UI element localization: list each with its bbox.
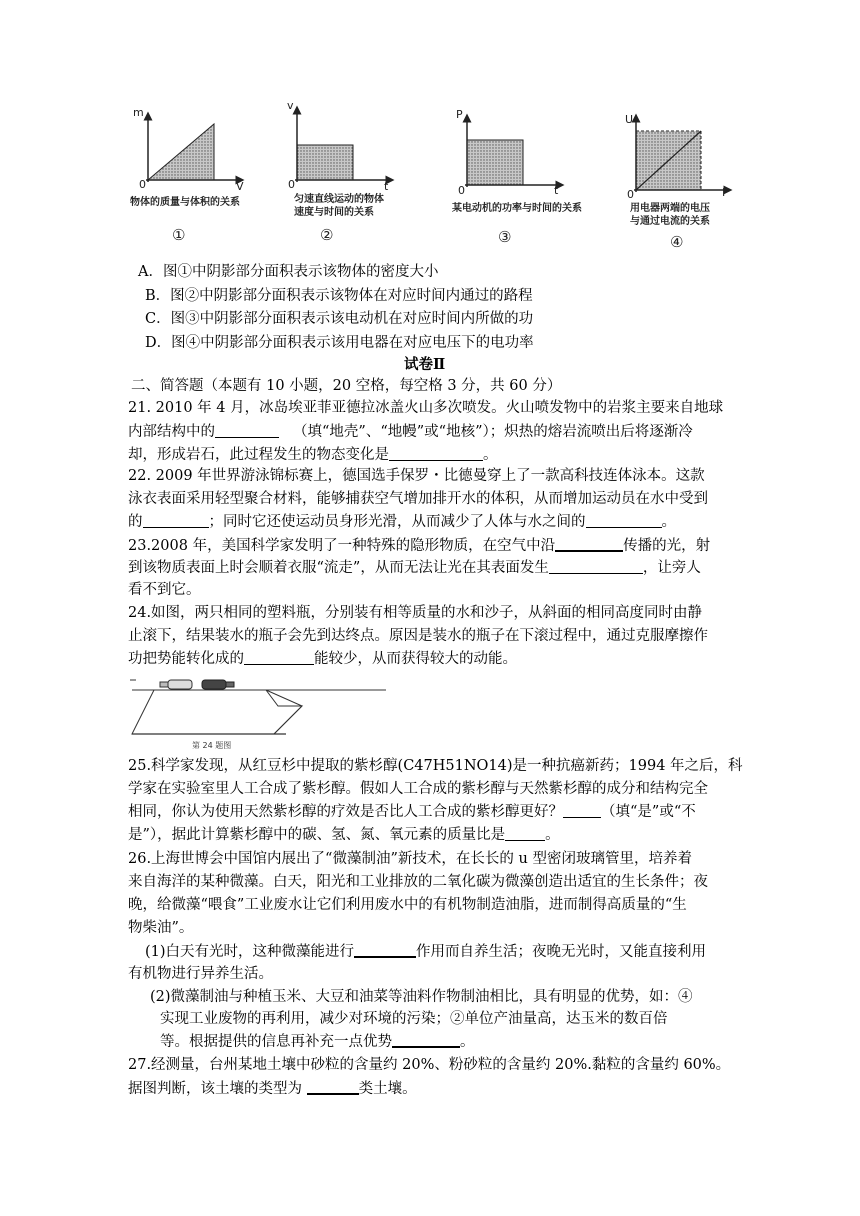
figure-2-caption-line1: 匀速直线运动的物体	[294, 194, 384, 205]
option-d: D．图④中阴影部分面积表示该用电器在对应电压下的电功率	[145, 335, 534, 351]
figure-3-origin: 0	[458, 184, 465, 197]
figure-2-x-label: t	[384, 180, 389, 193]
option-c: C．图③中阴影部分面积表示该电动机在对应时间内所做的功	[145, 311, 534, 327]
figure-4-y-label: U	[625, 113, 634, 126]
section-header: 二、简答题（本题有 10 小题，20 空格，每空格 3 分，共 60 分）	[131, 378, 562, 394]
figure-4-number: ④	[670, 233, 684, 251]
q24-incline-figure	[126, 672, 426, 752]
figures-row	[0, 0, 860, 260]
q23-line2	[128, 558, 701, 578]
figure-3-number: ③	[498, 228, 512, 246]
q25-blank-2[interactable]	[505, 825, 545, 841]
q24-text: 能较少，从而获得较大的动能。	[314, 651, 517, 667]
q24-line2: 止滚下，结果装水的瓶子会先到达终点。原因是装水的瓶子在下滚过程中，通过克服摩擦作	[128, 628, 708, 644]
figure-2-y-label: v	[287, 99, 294, 112]
q22-blank-2[interactable]	[586, 512, 662, 528]
q21-blank-1[interactable]	[215, 422, 279, 438]
figure-4-caption-line1: 用电器两端的电压	[630, 203, 710, 214]
q25-blank-1[interactable]	[563, 802, 601, 818]
q25-text: 相同，你认为使用天然紫杉醇的疗效是否比人工合成的紫杉醇更好？	[128, 804, 563, 820]
q22-text: ；同时它还使运动员身形光滑，从而减少了人体与水之间的	[208, 514, 586, 530]
figure-3-y-label: P	[456, 108, 463, 121]
q25-text: 。	[545, 827, 560, 843]
bottle-water	[160, 680, 192, 689]
q21-blank-2[interactable]	[389, 445, 483, 461]
q25-line4	[128, 825, 560, 845]
q22-blank-1[interactable]	[143, 512, 209, 528]
q27-line2	[128, 1078, 417, 1099]
q23-blank-2[interactable]	[549, 558, 643, 574]
figure-1-caption: 物体的质量与体积的关系	[130, 197, 240, 208]
q26-line2: 来自海洋的某种微藻。白天，阳光和工业排放的二氧化碳为微藻创造出适宜的生长条件；夜	[128, 874, 708, 890]
q25-line3	[128, 802, 696, 822]
q25-line1: 25.科学家发现，从红豆杉中提取的紫杉醇(C47H51NO14)是一种抗癌新药；1994 年之后，科	[128, 758, 743, 774]
q25-line2: 学家在实验室里人工合成了紫杉醇。假如人工合成的紫杉醇与天然紫杉醇的成分和结构完全	[128, 781, 708, 797]
q21-text: 。	[483, 447, 498, 463]
q21-text: 内部结构中的	[128, 424, 215, 440]
q22-text: 的	[128, 514, 143, 530]
figure-4-graph	[634, 118, 728, 192]
q26-text: (1)白天有光时，这种微藻能进行	[145, 944, 355, 960]
figure-3-x-label: t	[554, 184, 559, 197]
figure-4-caption-line2: 与通过电流的关系	[630, 216, 710, 227]
q22-line3	[128, 512, 676, 532]
q26-part2-line2: 实现工业废物的再利用，减少对环境的污染；②单位产油量高，达玉米的数百倍	[160, 1011, 668, 1027]
q22-text: 。	[661, 514, 676, 530]
figure-3-caption: 某电动机的功率与时间的关系	[452, 203, 582, 214]
q24-line3	[128, 649, 517, 669]
q25-text: 是”），据此计算紫杉醇中的碳、氢、氮、氧元素的质量比是	[128, 827, 506, 843]
q24-blank-1[interactable]	[244, 649, 314, 665]
q21-line2	[128, 422, 693, 442]
q23-line1	[128, 535, 710, 556]
figure-2-origin: 0	[288, 178, 295, 191]
q26-part1-line1	[145, 941, 706, 962]
figure-1-number: ①	[172, 226, 186, 244]
q22-line2: 泳衣表面采用轻型聚合材料，能够捕获空气增加排开水的体积，从而增加运动员在水中受到	[128, 491, 708, 507]
figure-1-x-label: V	[236, 180, 244, 193]
q21-text: （填“地壳”、“地幔”或“地核”）；炽热的熔岩流喷出后将逐渐冷	[293, 424, 693, 440]
q26-line4: 物柴油”。	[128, 920, 194, 936]
q26-text: 。	[460, 1034, 475, 1050]
figure-2-graph	[295, 110, 390, 182]
section-title: 试卷Ⅱ	[404, 356, 446, 373]
q26-line3: 晚，给微藻“喂食”工业废水让它们利用废水中的有机物制造油脂，进而制得高质量的“生	[128, 897, 687, 913]
q25-text: （填“是”或“不	[601, 804, 696, 820]
q23-line3: 看不到它。	[128, 582, 201, 598]
q23-text: 传播的光，射	[623, 538, 711, 554]
q21-line3	[128, 445, 498, 465]
q26-text: 作用而自养生活；夜晚无光时，又能直接利用	[416, 944, 707, 960]
figure-1-y-label: m	[133, 106, 144, 119]
q23-blank-1[interactable]	[555, 535, 623, 552]
q26-line1: 26.上海世博会中国馆内展出了“微藻制油”新技术，在长长的 u 型密闭玻璃管里，培养着	[128, 851, 692, 867]
q26-part2-line1: (2)微藻制油与种植玉米、大豆和油菜等油料作物制油相比，具有明显的优势，如：④	[150, 989, 693, 1005]
q23-text: 到该物质表面上时会顺着衣服“流走”，从而无法让光在其表面发生	[128, 560, 549, 576]
q21-text: 却，形成岩石，此过程发生的物态变化是	[128, 447, 389, 463]
q23-text: ，让旁人	[642, 560, 701, 576]
q26-blank-2[interactable]	[392, 1031, 460, 1048]
q26-part2-line3	[160, 1031, 475, 1052]
figure-1-origin: 0	[139, 178, 146, 191]
q26-text: 等。根据提供的信息再补充一点优势	[160, 1034, 392, 1050]
figure-3-graph	[465, 118, 560, 187]
figure-4-x-label: I	[722, 186, 726, 199]
q21-line1: 21. 2010 年 4 月，冰岛埃亚菲亚德拉冰盖火山多次喷发。火山喷发物中的岩浆主要来自地球	[128, 400, 724, 416]
q27-text: 类土壤。	[358, 1081, 417, 1097]
q26-part1-line2: 有机物进行异养生活。	[128, 966, 273, 982]
q23-text: 23.2008 年，美国科学家发明了一种特殊的隐形物质，在空气中沿	[128, 538, 556, 554]
figure-4-origin: 0	[627, 188, 634, 201]
figure-2-number: ②	[320, 226, 334, 244]
option-b: B．图②中阴影部分面积表示该物体在对应时间内通过的路程	[145, 288, 533, 304]
figure-1-graph	[146, 116, 240, 182]
bottle-sand	[202, 680, 234, 689]
q24-text: 功把势能转化成的	[128, 651, 244, 667]
option-a: A．图①中阴影部分面积表示该物体的密度大小	[138, 264, 439, 280]
q24-figure-caption: 第 24 题图	[192, 741, 232, 750]
q26-blank-1[interactable]	[354, 941, 416, 958]
q22-line1: 22. 2009 年世界游泳锦标赛上，德国选手保罗・比德曼穿上了一款高科技连体泳本。这款	[128, 468, 705, 484]
q27-text: 据图判断，该土壤的类型为	[128, 1081, 307, 1097]
q27-blank-1[interactable]	[307, 1078, 359, 1095]
q24-line1: 24.如图，两只相同的塑料瓶，分别装有相等质量的水和沙子，从斜面的相同高度同时由静	[128, 605, 703, 621]
figure-2-caption-line2: 速度与时间的关系	[294, 207, 374, 218]
q27-line1: 27.经测量，台州某地土壤中砂粒的含量约 20%、粉砂粒的含量约 20%.黏粒的含量约 60%。	[128, 1057, 731, 1073]
